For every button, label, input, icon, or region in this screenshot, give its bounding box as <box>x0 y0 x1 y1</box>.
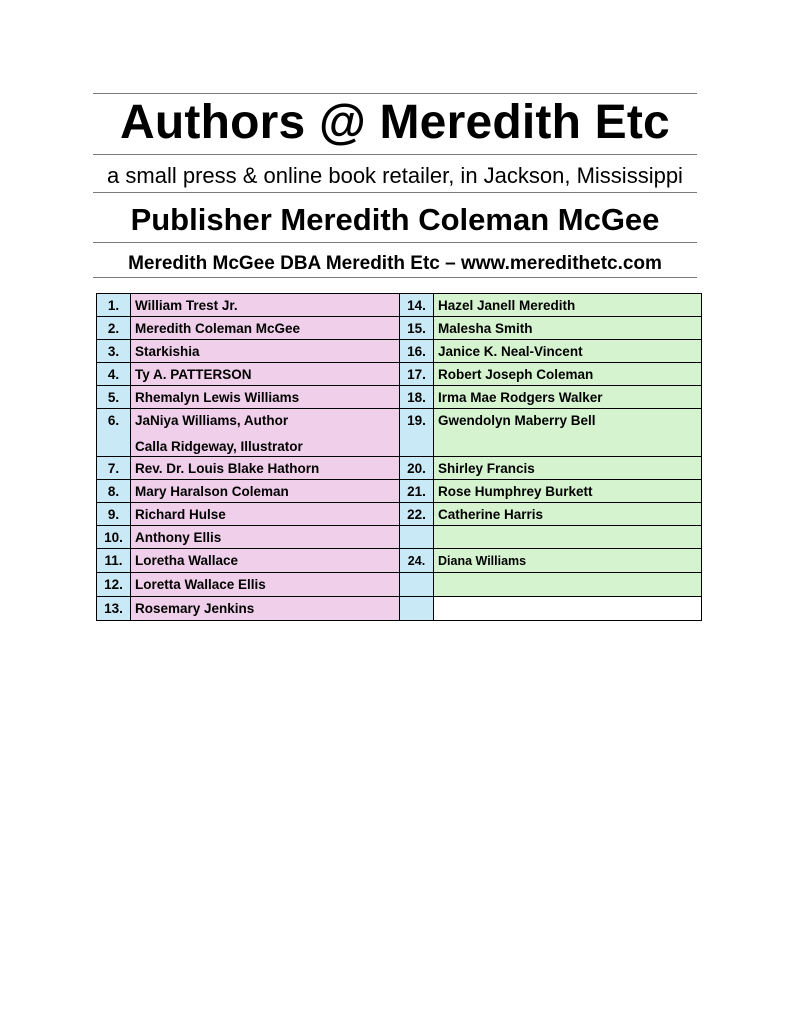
author-number-label: 19. <box>407 413 426 428</box>
page-title: Authors @ Meredith Etc <box>120 96 670 149</box>
illustrator-name-line: Calla Ridgeway, Illustrator <box>135 439 303 454</box>
table-row <box>97 480 702 503</box>
author-number <box>97 409 131 457</box>
author-number <box>400 597 434 621</box>
author-name: Ty A. PATTERSON <box>131 363 400 386</box>
author-name: Anthony Ellis <box>131 526 400 549</box>
author-number: 8. <box>97 480 131 503</box>
author-name: Catherine Harris <box>434 503 702 526</box>
authors-table <box>96 293 702 621</box>
author-number: 14. <box>400 294 434 317</box>
author-number: 18. <box>400 386 434 409</box>
table-row <box>97 317 702 340</box>
publisher-heading: Publisher Meredith Coleman McGee <box>130 202 660 237</box>
author-number <box>400 409 434 457</box>
author-number: 1. <box>97 294 131 317</box>
author-name <box>434 409 702 457</box>
author-name: Starkishia <box>131 340 400 363</box>
author-name: Meredith Coleman McGee <box>131 317 400 340</box>
author-name <box>131 409 400 457</box>
dba-line: Meredith McGee DBA Meredith Etc – www.meredithetc.com <box>128 253 662 274</box>
author-name: Rosemary Jenkins <box>131 597 400 621</box>
author-number <box>400 573 434 597</box>
author-name: Loretha Wallace <box>131 549 400 573</box>
author-name: Irma Mae Rodgers Walker <box>434 386 702 409</box>
page-header <box>93 93 697 278</box>
page-subtitle: a small press & online book retailer, in Jackson, Mississippi <box>107 163 683 188</box>
author-number: 20. <box>400 457 434 480</box>
table-row <box>97 503 702 526</box>
table-row <box>97 549 702 573</box>
author-number: 3. <box>97 340 131 363</box>
table-row <box>97 363 702 386</box>
author-number-label: 6. <box>107 413 120 428</box>
author-number: 9. <box>97 503 131 526</box>
author-name: Malesha Smith <box>434 317 702 340</box>
author-name <box>434 573 702 597</box>
table-row <box>97 457 702 480</box>
author-name: William Trest Jr. <box>131 294 400 317</box>
author-number: 21. <box>400 480 434 503</box>
author-number: 16. <box>400 340 434 363</box>
author-name: Diana Williams <box>434 549 702 573</box>
table-row <box>97 340 702 363</box>
author-name <box>434 597 702 621</box>
author-name: Richard Hulse <box>131 503 400 526</box>
author-number: 11. <box>97 549 131 573</box>
author-name: Rev. Dr. Louis Blake Hathorn <box>131 457 400 480</box>
author-number <box>400 526 434 549</box>
author-name: Shirley Francis <box>434 457 702 480</box>
author-number: 10. <box>97 526 131 549</box>
author-number: 13. <box>97 597 131 621</box>
author-name: Rhemalyn Lewis Williams <box>131 386 400 409</box>
author-name: Robert Joseph Coleman <box>434 363 702 386</box>
author-name-line: Gwendolyn Maberry Bell <box>438 413 596 428</box>
author-number: 12. <box>97 573 131 597</box>
author-number: 2. <box>97 317 131 340</box>
table-row <box>97 573 702 597</box>
author-number: 5. <box>97 386 131 409</box>
author-name: Janice K. Neal-Vincent <box>434 340 702 363</box>
author-number: 24. <box>400 549 434 573</box>
divider <box>93 277 697 278</box>
author-number: 17. <box>400 363 434 386</box>
author-number: 4. <box>97 363 131 386</box>
author-name-line: JaNiya Williams, Author <box>135 413 289 428</box>
author-name: Mary Haralson Coleman <box>131 480 400 503</box>
author-name: Loretta Wallace Ellis <box>131 573 400 597</box>
table-row <box>97 597 702 621</box>
author-name <box>434 526 702 549</box>
table-row <box>97 386 702 409</box>
table-row <box>97 409 702 457</box>
table-row <box>97 294 702 317</box>
author-number: 22. <box>400 503 434 526</box>
author-name: Rose Humphrey Burkett <box>434 480 702 503</box>
author-name: Hazel Janell Meredith <box>434 294 702 317</box>
table-row <box>97 526 702 549</box>
author-number: 7. <box>97 457 131 480</box>
author-number: 15. <box>400 317 434 340</box>
